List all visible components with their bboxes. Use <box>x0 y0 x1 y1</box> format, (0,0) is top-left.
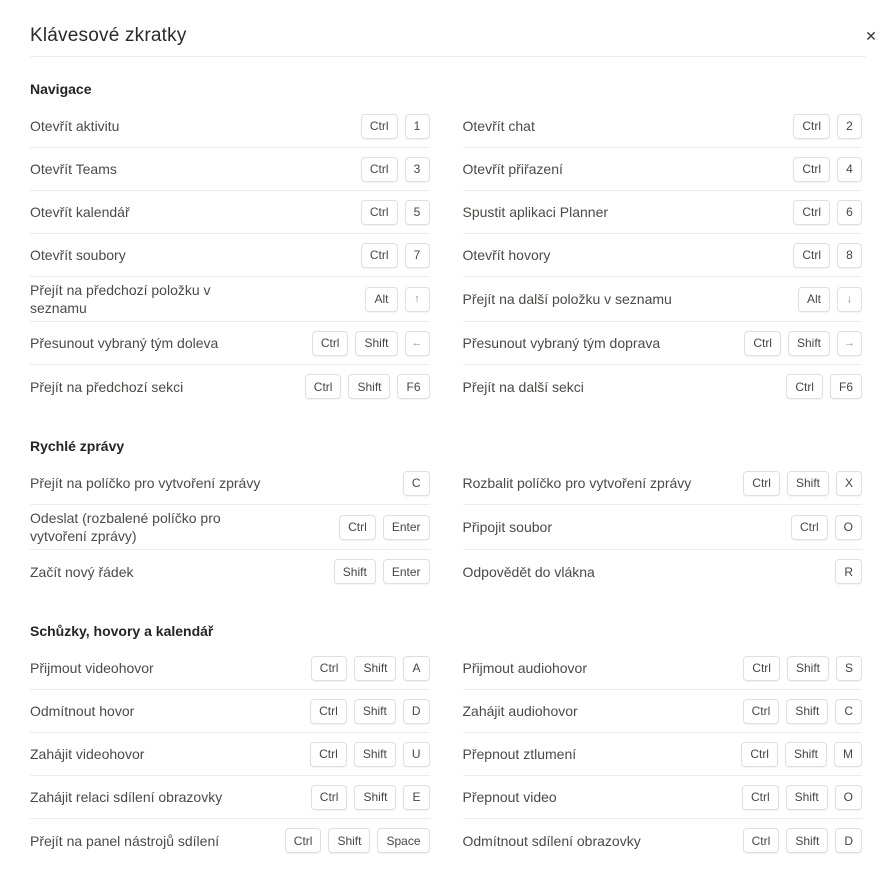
section-title: Navigace <box>30 81 92 97</box>
key-group <box>339 515 429 540</box>
key-badge: Ctrl <box>744 331 781 356</box>
shortcut-row <box>463 277 863 322</box>
key-badge: Shift <box>787 471 829 496</box>
sections-container <box>0 81 896 862</box>
shortcut-label: Přejít na další sekci <box>462 378 584 395</box>
key-group <box>334 559 430 584</box>
shortcut-label: Rozbalit políčko pro vytvoření zprávy <box>462 475 692 491</box>
shortcut-label: Spustit aplikaci Planner <box>462 204 609 220</box>
key-badge: Shift <box>788 331 830 356</box>
shortcut-label: Odpovědět do vlákna <box>462 563 595 580</box>
shortcut-row <box>463 505 863 550</box>
shortcut-label: Přejít na políčko pro vytvoření zprávy <box>30 475 261 491</box>
key-group <box>361 157 430 182</box>
key-badge: Ctrl <box>743 828 780 853</box>
key-badge: ↓ <box>837 287 862 312</box>
shortcut-row <box>30 234 430 277</box>
shortcut-label: Odmítnout sdílení obrazovky <box>462 832 641 849</box>
key-badge: U <box>403 742 430 767</box>
shortcut-label: Přejít na předchozí sekci <box>30 378 184 395</box>
shortcut-row <box>30 505 430 550</box>
key-badge: Shift <box>785 742 827 767</box>
key-group <box>835 559 862 584</box>
key-group <box>310 742 429 767</box>
shortcut-row <box>30 550 430 593</box>
key-badge: O <box>835 515 862 540</box>
shortcut-label: Otevřít aktivitu <box>30 118 120 134</box>
shortcut-label: Začít nový řádek <box>30 563 134 580</box>
key-badge: Shift <box>787 656 829 681</box>
key-badge: O <box>835 785 862 810</box>
key-badge: 4 <box>837 157 862 182</box>
key-badge: Ctrl <box>361 157 398 182</box>
key-group <box>312 331 430 356</box>
shortcut-row <box>30 191 430 234</box>
key-group <box>361 114 430 139</box>
key-badge: Ctrl <box>361 114 398 139</box>
shortcut-label: Přesunout vybraný tým doleva <box>30 335 219 351</box>
key-badge: Ctrl <box>793 157 830 182</box>
shortcut-label: Přejít na předchozí položku v seznamu <box>30 282 211 316</box>
key-group <box>743 828 862 853</box>
shortcut-row <box>30 365 430 408</box>
key-badge: ← <box>405 331 430 356</box>
key-badge: Ctrl <box>305 374 342 399</box>
key-group <box>743 471 862 496</box>
shortcut-row <box>30 690 430 733</box>
dialog-header <box>30 0 866 57</box>
key-group <box>798 287 862 312</box>
shortcut-label: Odeslat (rozbalené políčko pro vytvoření zprávy) <box>30 510 221 544</box>
key-group <box>793 157 862 182</box>
key-badge: ↑ <box>405 287 430 312</box>
key-badge: R <box>835 559 862 584</box>
shortcut-row <box>30 105 430 148</box>
key-badge: Enter <box>383 559 430 584</box>
shortcut-label: Otevřít chat <box>462 118 535 134</box>
key-badge: Ctrl <box>312 331 349 356</box>
key-badge: Shift <box>354 699 396 724</box>
shortcut-label: Otevřít hovory <box>462 247 551 263</box>
key-badge: Ctrl <box>793 243 830 268</box>
key-badge: Enter <box>383 515 430 540</box>
shortcut-label: Přejít na panel nástrojů sdílení <box>30 832 220 849</box>
key-group <box>741 742 862 767</box>
key-group <box>743 656 862 681</box>
key-badge: F6 <box>397 374 429 399</box>
shortcut-row <box>30 462 430 505</box>
key-badge: Ctrl <box>310 742 347 767</box>
key-badge: Shift <box>786 828 828 853</box>
shortcut-row <box>30 277 430 322</box>
shortcut-row <box>30 819 430 862</box>
key-badge: Alt <box>798 287 830 312</box>
key-group <box>361 243 430 268</box>
shortcut-row <box>30 322 430 365</box>
shortcut-label: Zahájit videohovor <box>30 746 145 762</box>
shortcut-row <box>463 550 863 593</box>
shortcut-label: Odmítnout hovor <box>30 703 135 719</box>
shortcut-grid <box>30 647 862 862</box>
shortcut-label: Přejít na další položku v seznamu <box>462 291 672 307</box>
close-button[interactable] <box>860 25 882 47</box>
key-badge: Ctrl <box>793 114 830 139</box>
shortcut-row <box>463 322 863 365</box>
shortcut-row <box>463 105 863 148</box>
shortcut-row <box>463 191 863 234</box>
shortcut-label: Zahájit audiohovor <box>462 703 578 719</box>
shortcut-row <box>463 690 863 733</box>
key-badge: Shift <box>334 559 376 584</box>
shortcut-row <box>463 365 863 408</box>
shortcut-section <box>30 438 862 593</box>
key-badge: S <box>836 656 862 681</box>
shortcut-label: Připojit soubor <box>462 519 552 535</box>
close-icon: ✕ <box>865 28 877 44</box>
key-badge: Shift <box>786 699 828 724</box>
key-badge: Ctrl <box>311 785 348 810</box>
key-group <box>791 515 862 540</box>
key-badge: 5 <box>405 200 430 225</box>
shortcut-label: Přijmout videohovor <box>30 660 154 676</box>
section-title: Rychlé zprávy <box>30 438 125 454</box>
key-badge: 8 <box>837 243 862 268</box>
key-badge: Ctrl <box>311 656 348 681</box>
key-badge: Ctrl <box>743 471 780 496</box>
shortcut-grid <box>30 105 862 408</box>
shortcut-label: Přesunout vybraný tým doprava <box>462 335 661 351</box>
key-badge: 2 <box>837 114 862 139</box>
key-badge: Alt <box>365 287 397 312</box>
key-badge: D <box>835 828 862 853</box>
key-badge: Ctrl <box>793 200 830 225</box>
shortcut-label: Otevřít soubory <box>30 247 126 263</box>
shortcut-label: Otevřít kalendář <box>30 204 130 220</box>
key-badge: Ctrl <box>791 515 828 540</box>
key-badge: X <box>836 471 862 496</box>
key-badge: Shift <box>328 828 370 853</box>
key-group <box>743 699 862 724</box>
key-badge: Space <box>377 828 429 853</box>
shortcut-row <box>463 819 863 862</box>
shortcut-label: Zahájit relaci sdílení obrazovky <box>30 789 223 805</box>
shortcut-row <box>463 148 863 191</box>
shortcut-row <box>463 733 863 776</box>
shortcut-row <box>30 647 430 690</box>
key-badge: Shift <box>354 656 396 681</box>
dialog-title: Klávesové zkratky <box>30 25 187 46</box>
shortcut-label: Otevřít přiřazení <box>462 161 563 177</box>
key-group <box>311 656 430 681</box>
key-badge: Ctrl <box>339 515 376 540</box>
section-title: Schůzky, hovory a kalendář <box>30 623 214 639</box>
shortcut-section <box>30 81 862 408</box>
key-badge: D <box>403 699 430 724</box>
key-group <box>311 785 430 810</box>
key-group <box>361 200 430 225</box>
key-badge: Ctrl <box>310 699 347 724</box>
key-badge: 7 <box>405 243 430 268</box>
key-group <box>793 243 862 268</box>
key-group <box>310 699 429 724</box>
key-group <box>742 785 862 810</box>
shortcut-row <box>30 776 430 819</box>
key-badge: 3 <box>405 157 430 182</box>
key-badge: C <box>835 699 862 724</box>
key-group <box>365 287 429 312</box>
key-badge: M <box>834 742 862 767</box>
key-badge: Shift <box>354 785 396 810</box>
key-badge: Ctrl <box>786 374 823 399</box>
shortcut-row <box>463 776 863 819</box>
key-badge: Ctrl <box>743 656 780 681</box>
shortcut-row <box>30 733 430 776</box>
key-group <box>786 374 862 399</box>
shortcut-row <box>463 234 863 277</box>
key-badge: Ctrl <box>361 200 398 225</box>
shortcut-grid <box>30 462 862 593</box>
key-badge: E <box>403 785 429 810</box>
shortcut-label: Přepnout video <box>462 789 557 805</box>
key-group <box>285 828 430 853</box>
shortcut-row <box>30 148 430 191</box>
key-badge: C <box>403 471 430 496</box>
shortcut-section <box>30 623 862 862</box>
key-group <box>305 374 430 399</box>
key-badge: A <box>403 656 429 681</box>
key-badge: Ctrl <box>742 785 779 810</box>
key-badge: Ctrl <box>361 243 398 268</box>
key-badge: Shift <box>786 785 828 810</box>
shortcut-label: Otevřít Teams <box>30 161 117 177</box>
shortcut-label: Přepnout ztlumení <box>462 746 577 762</box>
key-group <box>793 200 862 225</box>
key-badge: Shift <box>348 374 390 399</box>
key-badge: Shift <box>355 331 397 356</box>
key-badge: F6 <box>830 374 862 399</box>
shortcut-row <box>463 462 863 505</box>
key-group <box>403 471 430 496</box>
key-badge: Ctrl <box>743 699 780 724</box>
key-badge: Ctrl <box>285 828 322 853</box>
key-badge: → <box>837 331 862 356</box>
key-badge: Shift <box>354 742 396 767</box>
key-group <box>793 114 862 139</box>
shortcut-label: Přijmout audiohovor <box>462 660 588 676</box>
shortcut-row <box>463 647 863 690</box>
key-badge: 6 <box>837 200 862 225</box>
key-badge: 1 <box>405 114 430 139</box>
key-group <box>744 331 862 356</box>
key-badge: Ctrl <box>741 742 778 767</box>
